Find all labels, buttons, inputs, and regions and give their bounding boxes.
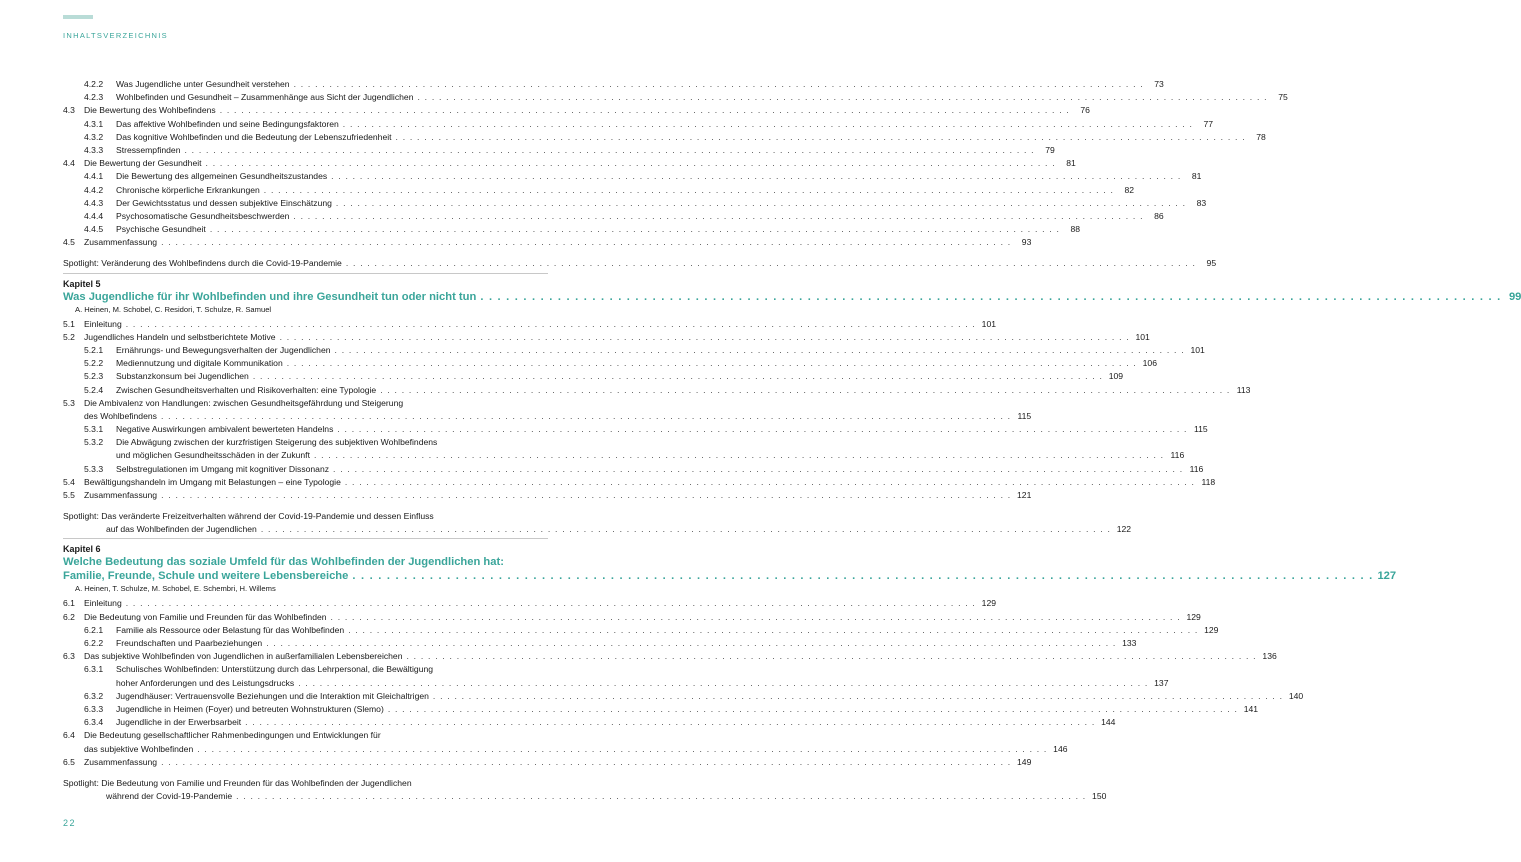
toc-entry-title: Freundschaften und Paarbeziehungen bbox=[116, 638, 263, 648]
dot-leader bbox=[331, 170, 1181, 183]
toc-entry-title-cont: hoher Anforderungen und des Leistungsdrucks bbox=[116, 677, 295, 688]
dot-leader bbox=[380, 384, 1230, 397]
toc-entry[interactable] bbox=[63, 197, 1207, 210]
toc-entry-title: Die Bewertung des allgemeinen Gesundheitszustandes bbox=[116, 171, 328, 182]
toc-entry-number: 5.3.3 bbox=[84, 463, 104, 474]
toc-page-number: 133 bbox=[1122, 638, 1137, 648]
divider bbox=[63, 273, 548, 274]
toc-page-number: 150 bbox=[1092, 791, 1107, 802]
toc-entry-number: 4.2.2 bbox=[84, 79, 104, 89]
dot-leader bbox=[161, 236, 1011, 249]
toc-page-number: 129 bbox=[1186, 611, 1201, 622]
toc-block-chapter5a bbox=[63, 318, 1251, 397]
toc-page-number: 144 bbox=[1101, 717, 1116, 728]
dot-leader bbox=[264, 184, 1114, 197]
toc-entry[interactable] bbox=[63, 223, 1081, 236]
toc-entry-5-3-1[interactable] bbox=[63, 423, 1208, 436]
toc-entry-title: Jugendliches Handeln und selbstberichtete Motive bbox=[84, 331, 276, 342]
toc-entry-title: Zusammenfassung bbox=[84, 489, 158, 500]
toc-entry-title: Einleitung bbox=[84, 318, 122, 329]
toc-page-number: 115 bbox=[1017, 410, 1032, 421]
toc-page-number: 113 bbox=[1236, 384, 1251, 395]
toc-entry[interactable] bbox=[63, 78, 1164, 91]
toc-entry-title: Das affektive Wohlbefinden und seine Bedingungsfaktoren bbox=[116, 118, 339, 129]
toc-entry-title: Familie als Ressource oder Belastung für das Wohlbefinden bbox=[116, 624, 345, 635]
toc-entry-title: Das subjektive Wohlbefinden von Jugendlichen in außerfamilialen Lebensbereichen bbox=[84, 651, 403, 662]
dot-leader bbox=[266, 637, 1116, 650]
dot-leader bbox=[293, 210, 1143, 223]
toc-entry-number: 6.3.4 bbox=[84, 717, 104, 728]
toc-entry-number: 6.2.2 bbox=[84, 638, 104, 648]
dot-leader bbox=[352, 569, 1373, 583]
toc-entry[interactable] bbox=[63, 318, 997, 331]
toc-entry-number: 5.2.3 bbox=[84, 371, 104, 382]
toc-entry-title-cont: das subjektive Wohlbefinden bbox=[84, 743, 194, 754]
toc-entry-title: Die Ambivalenz von Handlungen: zwischen Gesundheitsgefährdung und Steigerung bbox=[84, 397, 404, 408]
toc-entry-title: Die Abwägung zwischen der kurzfristigen Steigerung des subjektiven Wohlbefindens bbox=[116, 437, 438, 448]
dot-leader bbox=[337, 423, 1187, 436]
toc-entry-title: Zusammenfassung bbox=[84, 237, 158, 248]
toc-entry[interactable] bbox=[63, 344, 1205, 357]
toc-entry-title: Psychische Gesundheit bbox=[116, 224, 206, 235]
toc-entry-title: Substanzkonsum bei Jugendlichen bbox=[116, 371, 249, 382]
toc-entry[interactable] bbox=[63, 170, 1202, 183]
toc-entry-title: Wohlbefinden und Gesundheit – Zusammenhänge aus Sicht der Jugendlichen bbox=[116, 92, 414, 103]
toc-page-number: 136 bbox=[1262, 651, 1277, 662]
toc-page-number: 106 bbox=[1142, 358, 1157, 369]
toc-entry-title: Spotlight: Die Bedeutung von Familie und Freunden für das Wohlbefinden der Jugendlichen bbox=[63, 777, 412, 788]
toc-entry-title: Zusammenfassung bbox=[84, 756, 158, 767]
toc-entry[interactable] bbox=[63, 184, 1135, 197]
dot-leader bbox=[206, 157, 1056, 170]
page-number: 22 bbox=[63, 818, 77, 828]
dot-leader bbox=[185, 144, 1035, 157]
toc-entry-title-cont: auf das Wohlbefinden der Jugendlichen bbox=[106, 524, 257, 535]
toc-entry-6-4[interactable] bbox=[63, 729, 548, 742]
toc-page-number: 75 bbox=[1278, 92, 1288, 103]
dot-leader bbox=[345, 476, 1195, 489]
chapter5-label: Kapitel 5 bbox=[63, 278, 101, 289]
toc-entry-number: 4.3 bbox=[63, 105, 75, 116]
toc-entry-number: 5.2.4 bbox=[84, 384, 104, 395]
toc-entry-number: 4.4.5 bbox=[84, 224, 104, 235]
toc-entry-number: 4.5 bbox=[63, 237, 75, 248]
toc-entry-title: Der Gewichtsstatus und dessen subjektive Einschätzung bbox=[116, 197, 332, 208]
toc-page-number: 141 bbox=[1243, 703, 1259, 714]
dot-leader bbox=[236, 790, 1086, 803]
toc-entry-number: 6.2.1 bbox=[84, 624, 104, 635]
toc-entry[interactable] bbox=[63, 331, 1150, 344]
dot-leader bbox=[333, 463, 1183, 476]
toc-entry-title: Was Jugendliche unter Gesundheit verstehen bbox=[116, 79, 290, 89]
toc-page-number: 101 bbox=[1135, 331, 1150, 342]
toc-block-chapter6b bbox=[63, 690, 1304, 730]
toc-entry-title: Einleitung bbox=[84, 598, 122, 609]
toc-entry[interactable] bbox=[63, 650, 1277, 663]
dot-leader bbox=[388, 703, 1238, 716]
toc-page-number: 146 bbox=[1053, 743, 1068, 754]
chapter-title-text: Welche Bedeutung das soziale Umfeld für das Wohlbefinden der Jugendlichen hat: bbox=[63, 556, 504, 569]
dot-leader bbox=[298, 677, 1148, 690]
toc-page-number: 82 bbox=[1124, 184, 1135, 195]
toc-entry-title: Die Bewertung des Wohlbefindens bbox=[84, 105, 216, 116]
toc-entry-number: 4.4.2 bbox=[84, 184, 104, 195]
toc-entry-title-cont: und möglichen Gesundheitsschäden in der Zukunft bbox=[116, 450, 310, 461]
toc-spotlight-3-cont[interactable] bbox=[63, 790, 1107, 803]
toc-page-number: 78 bbox=[1256, 131, 1266, 142]
toc-page-number: 83 bbox=[1196, 197, 1207, 208]
toc-entry-title: Das kognitive Wohlbefinden und die Bedeutung der Lebenszufriedenheit bbox=[116, 131, 392, 142]
toc-entry-title: Jugendliche in der Erwerbsarbeit bbox=[116, 717, 242, 728]
toc-entry[interactable] bbox=[63, 489, 1032, 502]
toc-block-chapter6a bbox=[63, 597, 1277, 663]
toc-page-number: 95 bbox=[1206, 258, 1217, 269]
chapter-title-text: Was Jugendliche für ihr Wohlbefinden und ihre Gesundheit tun oder nicht tun bbox=[63, 290, 477, 303]
toc-entry-title: Stressempfinden bbox=[116, 144, 181, 155]
chapter6-title-line1[interactable] bbox=[63, 555, 548, 569]
toc-entry-number: 5.1 bbox=[63, 318, 75, 329]
chapter6-authors: A. Heinen, T. Schulze, M. Schobel, E. Schembri, H. Willems bbox=[75, 584, 276, 594]
toc-entry-title: Bewältigungshandeln im Umgang mit Belastungen – eine Typologie bbox=[84, 476, 341, 487]
dot-leader bbox=[336, 197, 1186, 210]
toc-entry[interactable] bbox=[63, 637, 1137, 650]
toc-entry-number: 4.4.3 bbox=[84, 197, 104, 208]
dot-leader bbox=[346, 257, 1196, 270]
toc-page-number: 101 bbox=[1190, 345, 1205, 355]
toc-page-number: 86 bbox=[1154, 210, 1164, 221]
toc-entry-number: 5.3.2 bbox=[84, 437, 104, 448]
toc-block-chapter5b bbox=[63, 463, 1216, 503]
toc-spotlight-2-cont[interactable] bbox=[63, 523, 1132, 536]
toc-entry-number: 4.4.1 bbox=[84, 171, 104, 182]
toc-entry-6-4-cont[interactable] bbox=[63, 743, 1068, 756]
toc-block-chapter4 bbox=[63, 78, 1288, 249]
toc-entry-number: 5.2.2 bbox=[84, 358, 104, 369]
dot-leader bbox=[343, 118, 1193, 131]
toc-entry-title: Schulisches Wohlbefinden: Unterstützung durch das Lehrpersonal, die Bewältigung bbox=[116, 664, 434, 675]
toc-page-number: 81 bbox=[1191, 171, 1202, 182]
toc-entry[interactable] bbox=[63, 157, 1076, 170]
toc-entry-number: 4.4.4 bbox=[84, 210, 104, 221]
toc-entry-title: Psychosomatische Gesundheitsbeschwerden bbox=[116, 210, 290, 221]
toc-entry-5-3-cont[interactable] bbox=[63, 410, 1032, 423]
toc-entry-6-3-1[interactable] bbox=[63, 663, 548, 676]
toc-entry[interactable] bbox=[63, 144, 1055, 157]
table-of-contents bbox=[63, 78, 1521, 803]
toc-page-number: 93 bbox=[1021, 237, 1032, 248]
toc-entry[interactable] bbox=[63, 104, 1090, 117]
toc-page-number: 129 bbox=[1204, 624, 1219, 635]
toc-entry-5-3[interactable] bbox=[63, 397, 548, 410]
dot-leader bbox=[417, 91, 1267, 104]
toc-entry-number: 6.1 bbox=[63, 598, 75, 609]
toc-page-number: 129 bbox=[981, 598, 997, 609]
dot-leader bbox=[126, 318, 976, 331]
dot-leader bbox=[197, 743, 1047, 756]
dot-leader bbox=[480, 290, 1501, 304]
toc-entry-number: 6.2 bbox=[63, 611, 75, 622]
toc-page-number: 137 bbox=[1154, 677, 1169, 688]
toc-entry-number: 6.5 bbox=[63, 756, 75, 767]
toc-page-number: 116 bbox=[1170, 450, 1185, 461]
toc-entry[interactable] bbox=[63, 357, 1157, 370]
toc-entry-title: Jugendhäuser: Vertrauensvolle Beziehungen und die Interaktion mit Gleichaltrigen bbox=[116, 690, 429, 701]
toc-entry-number: 4.3.2 bbox=[84, 131, 104, 142]
toc-page-number: 118 bbox=[1201, 476, 1216, 487]
section-header: INHALTSVERZEICHNIS bbox=[63, 31, 168, 40]
chapter5-title[interactable] bbox=[63, 290, 1521, 304]
dot-leader bbox=[331, 611, 1181, 624]
toc-page-number: 109 bbox=[1108, 371, 1124, 382]
toc-page-number: 77 bbox=[1203, 118, 1214, 129]
toc-entry[interactable] bbox=[63, 91, 1288, 104]
toc-entry-number: 6.3.2 bbox=[84, 690, 104, 701]
chapter-title-text-cont: Familie, Freunde, Schule und weitere Lebensbereiche bbox=[63, 570, 349, 583]
chapter-page-number: 99 bbox=[1508, 290, 1521, 303]
divider bbox=[63, 538, 548, 539]
toc-entry-number: 4.3.3 bbox=[84, 144, 104, 155]
toc-spotlight-1[interactable] bbox=[63, 257, 1217, 270]
toc-entry-title: Jugendliche in Heimen (Foyer) und betreuten Wohnstrukturen (Slemo) bbox=[116, 703, 384, 714]
dot-leader bbox=[287, 357, 1137, 370]
dot-leader bbox=[161, 489, 1011, 502]
toc-page-number: 115 bbox=[1193, 423, 1208, 434]
toc-entry-number: 5.4 bbox=[63, 476, 75, 487]
dot-leader bbox=[161, 410, 1011, 423]
toc-entry-number: 6.4 bbox=[63, 730, 75, 741]
toc-page-number: 88 bbox=[1070, 224, 1081, 235]
toc-entry[interactable] bbox=[63, 716, 1116, 729]
dot-leader bbox=[335, 344, 1185, 357]
toc-page-number: 76 bbox=[1080, 105, 1090, 116]
dot-leader bbox=[261, 523, 1111, 536]
toc-page-number: 81 bbox=[1066, 158, 1076, 169]
toc-entry-title: Zwischen Gesundheitsverhalten und Risikoverhalten: eine Typologie bbox=[116, 384, 377, 395]
toc-entry-number: 5.3 bbox=[63, 397, 75, 408]
toc-entry-title-cont: während der Covid-19-Pandemie bbox=[106, 791, 233, 802]
toc-entry-6-5[interactable] bbox=[63, 756, 1032, 769]
toc-entry-title: Ernährungs- und Bewegungsverhalten der Jugendlichen bbox=[116, 345, 331, 355]
toc-entry[interactable] bbox=[63, 597, 997, 610]
chapter5-authors: A. Heinen, M. Schobel, C. Residori, T. Schulze, R. Samuel bbox=[75, 304, 272, 314]
dot-leader bbox=[280, 331, 1130, 344]
chapter-page-number: 127 bbox=[1377, 570, 1397, 583]
toc-entry-title: Spotlight: Das veränderte Freizeitverhalten während der Covid-19-Pandemie und dessen Einfluss bbox=[63, 511, 434, 522]
toc-entry-number: 6.3.3 bbox=[84, 703, 104, 714]
toc-page-number: 149 bbox=[1017, 756, 1032, 767]
toc-entry[interactable] bbox=[63, 131, 1266, 144]
toc-entry-number: 5.2.1 bbox=[84, 345, 104, 355]
dot-leader bbox=[245, 716, 1095, 729]
chapter6-label: Kapitel 6 bbox=[63, 544, 101, 555]
toc-entry[interactable] bbox=[63, 611, 1201, 624]
toc-entry-number: 4.2.3 bbox=[84, 92, 104, 103]
toc-spotlight-3[interactable] bbox=[63, 777, 548, 790]
toc-spotlight-2[interactable] bbox=[63, 510, 548, 523]
toc-entry[interactable] bbox=[63, 370, 1124, 383]
dot-leader bbox=[210, 223, 1060, 236]
toc-entry-title: Die Bedeutung von Familie und Freunden für das Wohlbefinden bbox=[84, 611, 327, 622]
toc-page-number: 122 bbox=[1116, 524, 1132, 535]
toc-page-number: 73 bbox=[1154, 79, 1164, 89]
dot-leader bbox=[433, 690, 1283, 703]
toc-entry-title: Die Bewertung der Gesundheit bbox=[84, 158, 202, 169]
toc-entry-title: Die Bedeutung gesellschaftlicher Rahmenbedingungen und Entwicklungen für bbox=[84, 730, 381, 741]
dot-leader bbox=[161, 756, 1011, 769]
toc-page-number: 116 bbox=[1189, 463, 1204, 474]
toc-entry-title: Selbstregulationen im Umgang mit kognitiver Dissonanz bbox=[116, 463, 330, 474]
chapter6-title-line2[interactable] bbox=[63, 569, 1397, 583]
toc-entry-number: 5.5 bbox=[63, 489, 75, 500]
toc-page-number: 121 bbox=[1017, 489, 1032, 500]
toc-entry-5-3-2[interactable] bbox=[63, 436, 548, 449]
dot-leader bbox=[294, 78, 1144, 91]
toc-entry-number: 5.2 bbox=[63, 331, 75, 342]
toc-entry[interactable] bbox=[63, 624, 1219, 637]
toc-entry-title-cont: des Wohlbefindens bbox=[84, 410, 157, 421]
toc-entry-number: 6.3 bbox=[63, 651, 75, 662]
dot-leader bbox=[126, 597, 976, 610]
dot-leader bbox=[348, 624, 1198, 637]
toc-entry-5-3-2-cont[interactable] bbox=[63, 449, 1185, 462]
toc-entry-title: Mediennutzung und digitale Kommunikation bbox=[116, 358, 283, 369]
toc-entry[interactable] bbox=[63, 690, 1304, 703]
toc-entry-number: 4.3.1 bbox=[84, 118, 104, 129]
toc-entry[interactable] bbox=[63, 210, 1164, 223]
toc-entry-number: 4.4 bbox=[63, 158, 75, 169]
header-accent-bar bbox=[63, 15, 93, 19]
toc-page-number: 79 bbox=[1045, 144, 1055, 155]
dot-leader bbox=[314, 449, 1164, 462]
toc-entry[interactable] bbox=[63, 476, 1216, 489]
toc-entry-title: Negative Auswirkungen ambivalent bewerteten Handelns bbox=[116, 423, 334, 434]
toc-page-number: 101 bbox=[981, 318, 997, 329]
toc-entry[interactable] bbox=[63, 703, 1259, 716]
toc-page-number: 140 bbox=[1288, 690, 1304, 701]
toc-entry-title: Chronische körperliche Erkrankungen bbox=[116, 184, 260, 195]
toc-entry-number: 6.3.1 bbox=[84, 664, 104, 675]
dot-leader bbox=[396, 131, 1246, 144]
toc-entry[interactable] bbox=[63, 384, 1251, 397]
dot-leader bbox=[253, 370, 1103, 383]
dot-leader bbox=[220, 104, 1070, 117]
toc-entry[interactable] bbox=[63, 463, 1204, 476]
toc-entry-number: 5.3.1 bbox=[84, 423, 104, 434]
toc-entry-title: Spotlight: Veränderung des Wohlbefindens durch die Covid-19-Pandemie bbox=[63, 258, 342, 269]
dot-leader bbox=[407, 650, 1257, 663]
toc-entry-6-3-1-cont[interactable] bbox=[63, 677, 1169, 690]
toc-entry[interactable] bbox=[63, 236, 1032, 249]
toc-entry[interactable] bbox=[63, 118, 1214, 131]
